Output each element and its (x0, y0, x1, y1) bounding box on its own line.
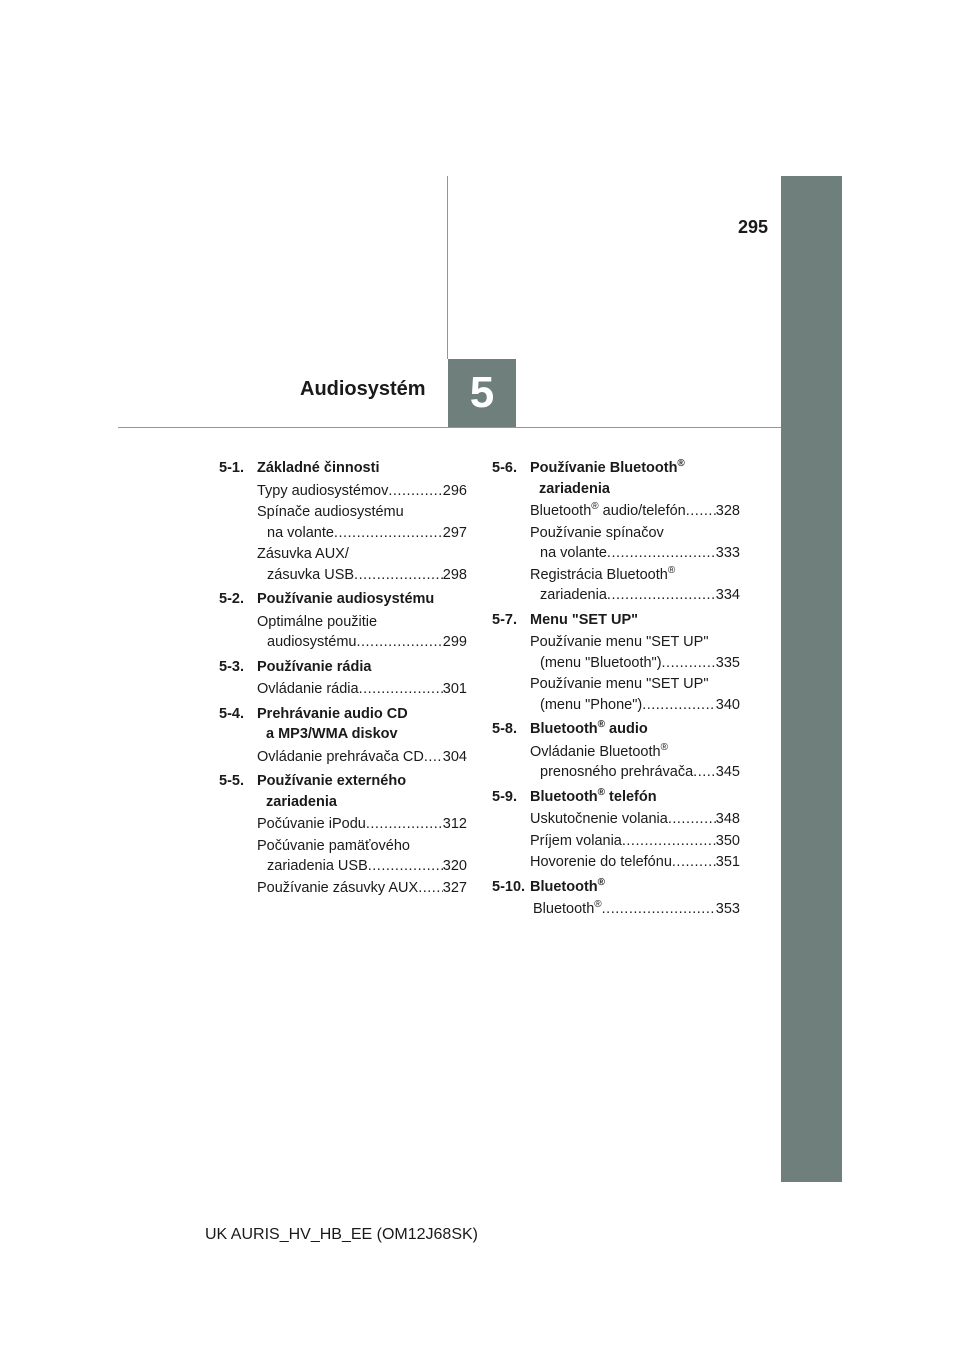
toc-entry-title: (menu "Phone") (540, 696, 643, 713)
toc-section-title: Používanie externého zariadenia (257, 773, 407, 810)
toc-entry[interactable] (257, 679, 467, 700)
toc-entry-page: 296 (442, 482, 467, 499)
dot-leader (672, 852, 716, 873)
toc-section-number: 5-1. (219, 460, 244, 476)
dot-leader (642, 695, 716, 716)
dot-leader (607, 543, 716, 564)
toc-entry-title: Používanie zásuvky AUX (257, 879, 419, 896)
toc-entry-page: 304 (442, 748, 467, 765)
toc-entry-title: Optimálne použitie (257, 613, 378, 630)
dot-leader (356, 632, 442, 653)
toc-entry-title: na volante (540, 545, 607, 561)
toc-section-heading[interactable] (492, 719, 740, 740)
dot-leader (424, 747, 443, 768)
dot-leader (334, 523, 443, 544)
toc-entry[interactable] (530, 809, 740, 830)
toc-section (219, 589, 467, 653)
toc-section-title: Základné činnosti (257, 460, 380, 476)
dot-leader (354, 565, 443, 586)
toc-section (219, 657, 467, 700)
toc-entry-page: 328 (715, 503, 740, 519)
toc-entry-title: Ovládanie rádia (257, 681, 359, 697)
toc-section-heading[interactable] (492, 458, 740, 499)
toc-entry-page: 320 (442, 858, 467, 874)
dot-leader (388, 481, 442, 502)
toc-entry[interactable] (257, 544, 467, 585)
chapter-number-box (448, 359, 516, 427)
toc-entry-page: 333 (715, 545, 740, 561)
toc-section (219, 458, 467, 585)
toc-section-heading[interactable] (219, 589, 467, 610)
toc-entry[interactable] (530, 523, 740, 564)
toc-section-number: 5-5. (219, 773, 244, 789)
dot-leader (366, 814, 443, 835)
header-vertical-rule (447, 176, 448, 359)
toc-entry[interactable] (530, 831, 740, 852)
toc-entry-page: 348 (715, 811, 740, 827)
toc-entry-page: 312 (442, 816, 467, 832)
toc-entry-title: Používanie spínačov (530, 524, 664, 541)
toc-section-number: 5-6. (492, 460, 517, 476)
toc-entry-title: audiosystému (267, 634, 357, 650)
toc-entry-title: Ovládanie prehrávača CD (257, 748, 424, 765)
toc-section-number: 5-10. (492, 878, 526, 895)
toc-section-title: Bluetooth® (530, 876, 606, 895)
toc-section-number: 5-9. (492, 788, 517, 805)
toc-section-title: Používanie rádia (257, 658, 372, 675)
toc-entry[interactable] (530, 674, 740, 715)
toc-entry-page: 334 (715, 587, 740, 603)
toc-entry-page: 298 (442, 566, 467, 583)
toc-entry-title: Príjem volania (530, 832, 622, 849)
toc-entry-page: 299 (442, 634, 467, 650)
toc-entry-page: 327 (442, 879, 467, 896)
document-code-footer: UK AURIS_HV_HB_EE (OM12J68SK) (205, 1226, 478, 1243)
toc-entry-title: Zásuvka AUX/ (257, 546, 349, 562)
toc-section (492, 877, 740, 920)
toc-entry[interactable] (533, 899, 740, 920)
toc-entry[interactable] (530, 632, 740, 673)
chapter-number: 5 (469, 368, 495, 417)
dot-leader (686, 501, 716, 522)
toc-section (219, 704, 467, 768)
toc-entry[interactable] (530, 852, 740, 873)
toc-section-title: Bluetooth® telefón (530, 786, 657, 805)
toc-entry-page: 350 (715, 832, 740, 849)
toc-entry-title: Uskutočnenie volania (530, 811, 668, 827)
toc-entry-page: 297 (442, 524, 467, 541)
toc-entry-page: 351 (715, 854, 740, 870)
toc-entry-title: Bluetooth® (533, 899, 602, 917)
toc-section-heading[interactable] (219, 657, 467, 678)
toc-section-number: 5-2. (219, 591, 244, 607)
toc-entry-title: zariadenia (540, 587, 607, 603)
toc-entry[interactable] (257, 502, 467, 543)
toc-entry-title: zásuvka USB (267, 566, 355, 583)
dot-leader (359, 679, 443, 700)
toc-section-title: Menu "SET UP" (530, 611, 639, 628)
toc-section-title: Prehrávanie audio CD a MP3/WMA diskov (257, 705, 408, 742)
toc-entry[interactable] (257, 878, 467, 899)
toc-entry-page: 301 (442, 681, 467, 697)
toc-entry-title: prenosného prehrávača (540, 764, 694, 780)
toc-section (219, 771, 467, 898)
toc-entry-page: 353 (715, 901, 740, 917)
toc-entry-title: Ovládanie Bluetooth® (530, 741, 668, 760)
header-horizontal-rule (118, 427, 781, 428)
toc-entry-title: Spínače audiosystému (257, 504, 404, 520)
dot-leader (668, 809, 716, 830)
toc-entry-page: 340 (715, 696, 740, 713)
toc-entry[interactable] (530, 742, 740, 783)
dot-leader (693, 762, 716, 783)
toc-entry-page: 335 (715, 654, 740, 671)
toc-section-heading[interactable] (219, 771, 467, 812)
toc-section-number: 5-4. (219, 705, 244, 722)
dot-leader (602, 899, 716, 920)
toc-entry-title: Bluetooth® audio/telefón (530, 501, 686, 519)
toc-entry-title: (menu "Bluetooth") (540, 654, 662, 671)
page-number: 295 (738, 217, 769, 237)
toc-section-heading[interactable] (219, 704, 467, 745)
dot-leader (622, 831, 716, 852)
toc-entry[interactable] (257, 814, 467, 835)
toc-section (492, 458, 740, 606)
toc-entry[interactable] (257, 481, 467, 502)
toc-entry[interactable] (257, 836, 467, 877)
toc-section-heading[interactable] (219, 458, 467, 479)
toc-entry-page: 345 (715, 764, 740, 780)
toc-entry[interactable] (530, 501, 740, 522)
toc-entry-title: Počúvanie pamäťového (257, 837, 410, 854)
dot-leader (368, 856, 443, 877)
toc-section-heading[interactable] (492, 787, 740, 808)
toc-section-number: 5-3. (219, 658, 244, 675)
chapter-side-tab (781, 176, 842, 1182)
toc-column-left (219, 458, 467, 902)
toc-section-title: Používanie Bluetooth® zariadenia (530, 458, 685, 497)
toc-section-title: Bluetooth® audio (530, 719, 648, 737)
toc-entry-title: Používanie menu "SET UP" (530, 634, 709, 650)
toc-section-heading[interactable] (492, 877, 740, 898)
toc-section-heading[interactable] (492, 610, 740, 631)
toc-entry-title: zariadenia USB (267, 858, 368, 874)
toc-section-title: Používanie audiosystému (257, 591, 435, 607)
toc-column-right (492, 458, 740, 924)
dot-leader (607, 585, 716, 606)
toc-entry-title: Hovorenie do telefónu (530, 854, 672, 870)
toc-section (492, 719, 740, 783)
toc-entry-title: na volante (267, 524, 334, 541)
toc-entry[interactable] (530, 565, 740, 606)
toc-section (492, 610, 740, 716)
toc-section-number: 5-7. (492, 611, 517, 628)
toc-entry-title: Používanie menu "SET UP" (530, 676, 709, 692)
toc-section-number: 5-8. (492, 721, 517, 737)
dot-leader (418, 878, 443, 899)
toc-section (492, 787, 740, 873)
toc-entry[interactable] (257, 747, 467, 768)
toc-entry-title: Typy audiosystémov (257, 482, 389, 499)
toc-entry[interactable] (257, 612, 467, 653)
toc-entry-title: Registrácia Bluetooth® (530, 564, 676, 583)
toc-entry-title: Počúvanie iPodu (257, 816, 366, 832)
chapter-title: Audiosystém (300, 378, 426, 400)
dot-leader (662, 653, 716, 674)
